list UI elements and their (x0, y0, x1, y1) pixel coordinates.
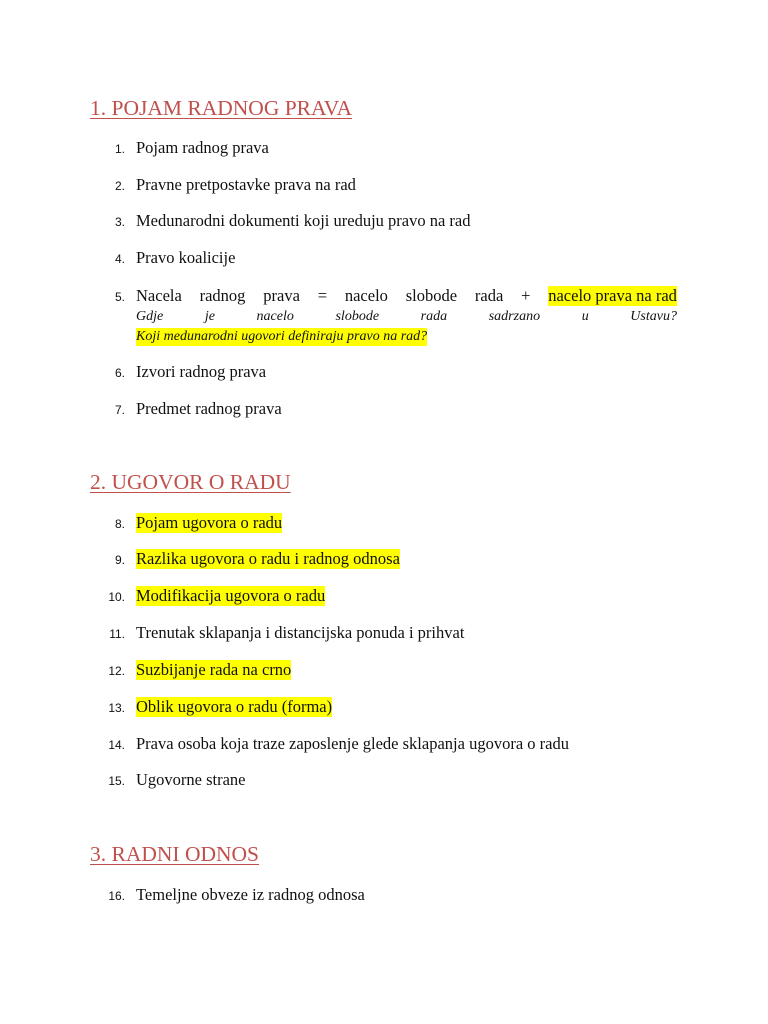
list-item (0, 586, 768, 608)
list-number: 10. (108, 590, 125, 604)
list-number: 16. (108, 889, 125, 903)
word: u (581, 309, 589, 324)
list-item (0, 734, 768, 756)
word: slobode (405, 286, 458, 305)
list-number: 6. (114, 366, 125, 380)
list-item-text: Prava osoba koja traze zaposlenje glede sklapanja ugovora o radu (136, 734, 569, 753)
list-item-text: Pojam ugovora o radu (136, 513, 283, 532)
list-number: 7. (114, 403, 125, 417)
list-item-text: Pravne pretpostavke prava na rad (136, 175, 356, 194)
list-item-text: Pojam radnog prava (136, 138, 269, 157)
list-number: 11. (109, 627, 125, 641)
list-item-text: Oblik ugovora o radu (forma) (136, 697, 333, 716)
list-item (0, 138, 768, 160)
list-item (0, 362, 768, 384)
list-item (0, 549, 768, 571)
list-item (0, 399, 768, 421)
list-number: 4. (114, 252, 125, 266)
list-number: 8. (114, 517, 125, 531)
list-item (0, 885, 768, 907)
list-item (0, 770, 768, 792)
item-5-line-1 (136, 286, 677, 306)
section-heading-3: 3. RADNI ODNOS (90, 842, 260, 866)
word: rada (474, 286, 504, 305)
list-item (0, 248, 768, 270)
highlighted-text: nacelo prava na rad (548, 286, 677, 305)
word: prava (263, 286, 300, 305)
list-number: 13. (108, 701, 125, 715)
list-item-text: Trenutak sklapanja i distancijska ponuda i prihvat (136, 623, 465, 642)
item-5-line-3: Koji medunarodni ugovori definiraju pravo na rad? (136, 329, 428, 344)
list-item (0, 211, 768, 233)
list-item (0, 513, 768, 535)
list-number: 5. (114, 290, 125, 304)
list-item-text: Razlika ugovora o radu i radnog odnosa (136, 549, 400, 568)
list-item (0, 623, 768, 645)
word: Nacela (136, 286, 182, 305)
list-item-text: Temeljne obveze iz radnog odnosa (136, 885, 365, 904)
section-heading-1: 1. POJAM RADNOG PRAVA (90, 96, 353, 120)
list-number: 14. (108, 738, 125, 752)
word: + (521, 286, 531, 305)
list-item-text: Modifikacija ugovora o radu (136, 586, 326, 605)
list-number: 2. (114, 179, 125, 193)
list-number: 1. (114, 142, 125, 156)
word: nacelo (344, 286, 388, 305)
list-item-text: Suzbijanje rada na crno (136, 660, 292, 679)
list-item-text: Pravo koalicije (136, 248, 236, 267)
list-item-text: Medunarodni dokumenti koji ureduju pravo na rad (136, 211, 471, 230)
word: nacelo (256, 309, 294, 324)
list-item (0, 697, 768, 719)
list-number: 3. (114, 215, 125, 229)
list-number: 12. (108, 664, 125, 678)
word: radnog (199, 286, 246, 305)
list-item-text: Predmet radnog prava (136, 399, 282, 418)
list-item-multiline (0, 286, 768, 350)
list-item-text: Izvori radnog prava (136, 362, 267, 381)
list-item (0, 660, 768, 682)
list-number: 9. (114, 553, 125, 567)
word: je (204, 309, 215, 324)
word: rada (420, 309, 448, 324)
word: slobode (335, 309, 380, 324)
list-item (0, 175, 768, 197)
word: Gdje (136, 309, 164, 324)
list-item-text: Ugovorne strane (136, 770, 246, 789)
list-number: 15. (108, 774, 125, 788)
word: sadrzano (488, 309, 541, 324)
item-5-line-2 (136, 308, 677, 326)
section-heading-2: 2. UGOVOR O RADU (90, 470, 291, 494)
word: = (317, 286, 328, 305)
word: Ustavu? (630, 309, 677, 324)
